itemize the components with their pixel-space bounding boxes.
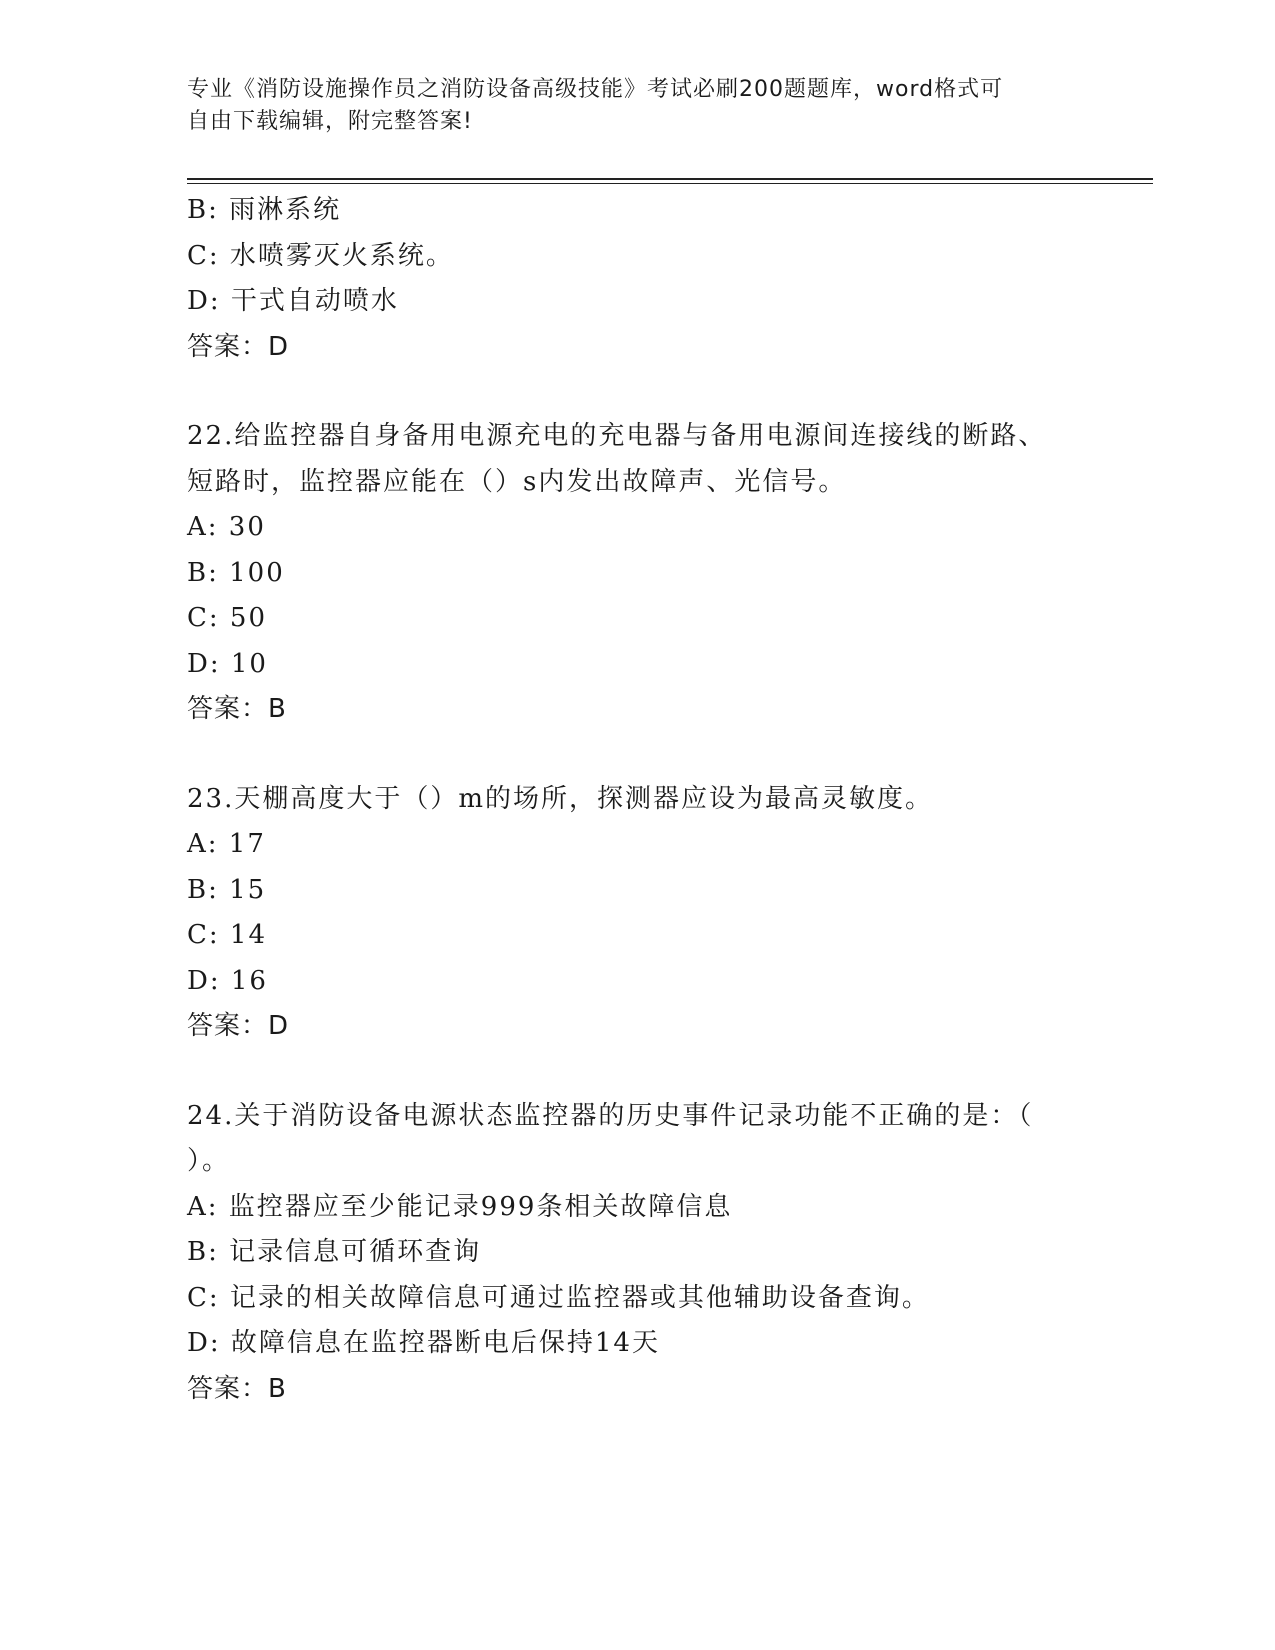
spacer — [187, 370, 1087, 414]
option-c: C: 记录的相关故障信息可通过监控器或其他辅助设备查询。 — [187, 1282, 930, 1313]
previous-question-tail — [187, 188, 1087, 370]
document-header — [187, 74, 1087, 138]
header-line-1: 专业《消防设施操作员之消防设备高级技能》考试必刷200题题库，word格式可 — [187, 77, 1004, 102]
spacer — [187, 733, 1087, 777]
option-c: C: 水喷雾灭火系统。 — [187, 240, 454, 271]
question-24 — [187, 1094, 1087, 1413]
question-stem-line: ）。 — [187, 1146, 231, 1176]
option-b: B: 15 — [187, 874, 267, 905]
option-c: C: 50 — [187, 603, 268, 633]
option-d: D: 16 — [187, 965, 268, 996]
option-c: C: 14 — [187, 920, 268, 950]
option-a: A: 30 — [187, 512, 266, 542]
option-a: A: 17 — [187, 829, 266, 859]
option-d: D: 10 — [187, 648, 268, 679]
answer-line: 答案：D — [187, 331, 290, 362]
spacer — [187, 1050, 1087, 1094]
question-stem-line: 短路时，监控器应能在（）s内发出故障声、光信号。 — [187, 466, 847, 497]
option-a: A: 监控器应至少能记录999条相关故障信息 — [187, 1191, 733, 1222]
answer-line: 答案：D — [187, 1011, 290, 1041]
question-content — [187, 188, 1087, 1412]
header-rule-thin — [187, 183, 1153, 184]
option-d: D: 干式自动喷水 — [187, 286, 399, 316]
header-line-2: 自由下载编辑，附完整答案! — [187, 109, 473, 134]
answer-line: 答案：B — [187, 694, 287, 724]
option-b: B: 记录信息可循环查询 — [187, 1237, 482, 1267]
question-stem-line: 22.给监控器自身备用电源充电的充电器与备用电源间连接线的断路、 — [187, 421, 1047, 451]
option-b: B: 100 — [187, 557, 285, 588]
question-stem-line: 23.天棚高度大于（）m的场所，探测器应设为最高灵敏度。 — [187, 783, 934, 814]
answer-line: 答案：B — [187, 1373, 287, 1404]
question-23 — [187, 777, 1087, 1050]
question-stem-line: 24.关于消防设备电源状态监控器的历史事件记录功能不正确的是：（ — [187, 1100, 1034, 1131]
header-rule-thick — [187, 178, 1153, 180]
option-d: D: 故障信息在监控器断电后保持14天 — [187, 1328, 660, 1358]
question-22 — [187, 414, 1087, 733]
option-b: B: 雨淋系统 — [187, 195, 342, 225]
